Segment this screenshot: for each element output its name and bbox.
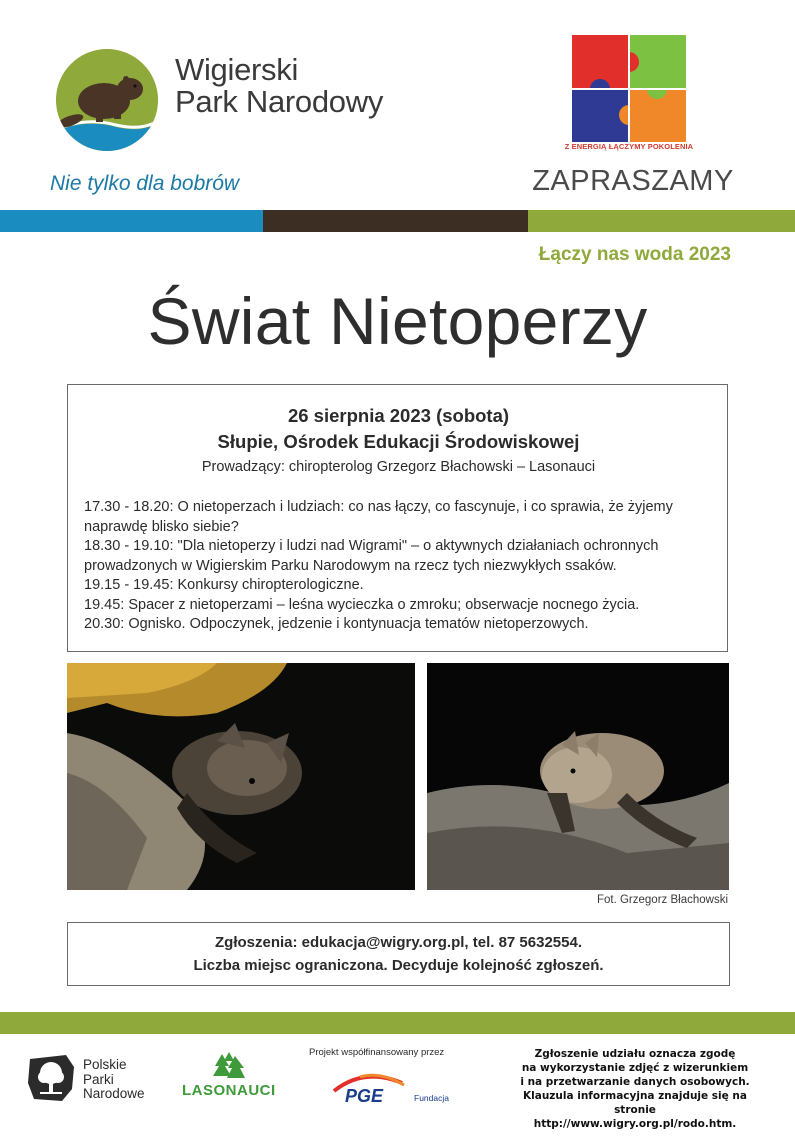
park-name	[175, 54, 383, 118]
page-title: Świat Nietoperzy	[147, 284, 648, 358]
invite-heading: ZAPRASZAMY	[532, 165, 734, 197]
rodo-line: Klauzula informacyjna znajduje się na stronie	[523, 1090, 747, 1116]
lasonauci-logo: LASONAUCI	[182, 1082, 276, 1099]
event-date: 26 sierpnia 2023 (sobota)	[287, 405, 510, 426]
schedule-item: 17.30 - 18.20: O nietoperzach i ludziach: co nas łączy, co fascynuje, i co sprawia, że żyjemy naprawdę blisko siebie?	[84, 499, 673, 535]
band-green	[528, 210, 795, 232]
schedule-item: 19.45: Spacer z nietoperzami – leśna wycieczka o zmroku; obserwacje nocnego życia.	[84, 596, 640, 613]
series-label: Łączy nas woda 2023	[538, 244, 731, 265]
photo-credit: Fot. Grzegorz Błachowski	[596, 894, 728, 906]
registration-box	[67, 922, 730, 986]
registration-contact: Zgłoszenia: edukacja@wigry.org.pl, tel. 87 5632554.	[215, 934, 582, 951]
ppn-logo	[26, 1053, 76, 1108]
rodo-line: i na przetwarzanie danych osobowych.	[520, 1076, 750, 1088]
schedule-list	[84, 498, 724, 635]
beaver-icon	[56, 49, 158, 151]
park-name-line1: Wigierski	[175, 52, 299, 87]
registration-note: Liczba miejsc ograniczona. Decyduje kolejność zgłoszeń.	[193, 957, 604, 974]
puzzle-icon	[572, 35, 686, 142]
schedule-item: 19.15 - 19.45: Konkursy chiropterologiczne.	[84, 577, 364, 593]
bat-photo-right	[427, 663, 729, 890]
schedule-item: 18.30 - 19.10: "Dla nietoperzy i ludzi nad Wigrami" – o aktywnych działaniach ochronnych prowadzonych w Wigierskim Parku Narodowym na rzecz tych niezwykłych ssaków.	[84, 538, 659, 574]
puzzle-logo	[572, 35, 686, 142]
ppn-line3: Narodowe	[83, 1086, 145, 1101]
ppn-line1: Polskie	[83, 1057, 127, 1072]
event-info-box	[67, 384, 728, 652]
fundacja-label: Fundacja	[414, 1093, 449, 1103]
event-place: Słupie, Ośrodek Edukacji Środowiskowej	[217, 431, 580, 452]
tagline: Nie tylko dla bobrów	[50, 172, 240, 195]
ppn-line2: Parki	[83, 1071, 114, 1087]
rodo-line: Zgłoszenie udziału oznacza zgodę	[534, 1048, 736, 1060]
park-name-line2: Park Narodowy	[175, 84, 384, 119]
schedule-item: 20.30: Ognisko. Odpoczynek, jedzenie i kontynuacja tematów nietoperzowych.	[84, 616, 589, 632]
pge-logo: PGE	[345, 1086, 384, 1106]
bat-photo-left	[67, 663, 415, 890]
rodo-notice	[510, 1047, 760, 1131]
band-blue	[0, 210, 263, 232]
park-logo	[56, 49, 158, 151]
poland-tree-icon	[26, 1053, 76, 1103]
cofinanced-label: Projekt współfinansowany przez	[309, 1047, 445, 1058]
band-brown	[263, 210, 528, 232]
rodo-link[interactable]: http://www.wigry.org.pl/rodo.htm.	[533, 1118, 737, 1130]
ppn-label	[83, 1058, 145, 1102]
rodo-line: na wykorzystanie zdjęć z wizerunkiem	[521, 1062, 749, 1074]
puzzle-caption: Z ENERGIĄ ŁĄCZYMY POKOLENIA	[564, 142, 694, 151]
footer-band	[0, 1012, 795, 1034]
lasonauci-trees-icon	[213, 1052, 247, 1085]
event-host: Prowadzący: chiropterolog Grzegorz Błachowski – Lasonauci	[201, 459, 596, 475]
